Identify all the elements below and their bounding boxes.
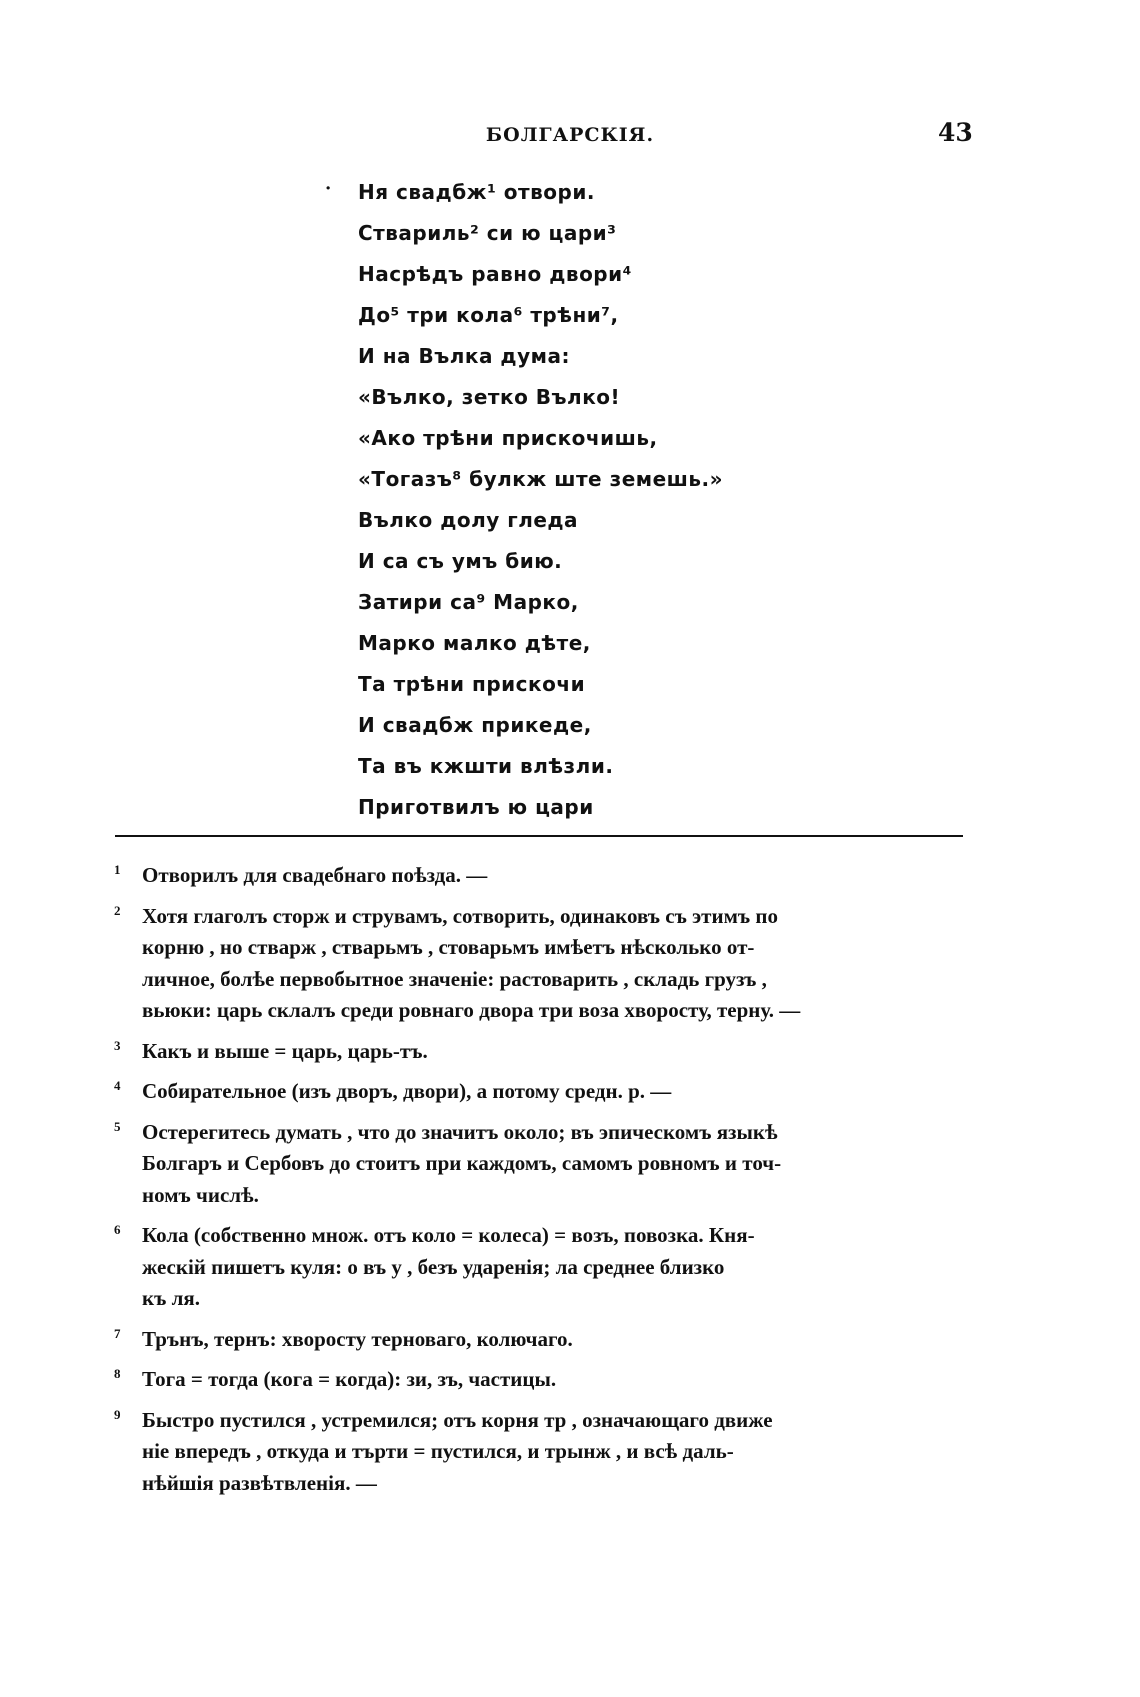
footnote-line: къ ля. [142, 1286, 200, 1310]
footnote [112, 860, 972, 892]
footnotes [112, 860, 972, 1508]
verse-line: «Вълко, зетко Вълко! [358, 385, 621, 409]
footnote-line: жескій пишетъ куля: о въ у , безъ ударенія; ла среднее близко [142, 1254, 725, 1279]
footnote [112, 1324, 972, 1356]
footnote-line: вьюки: царь склалъ среди ровнаго двора три воза хворосту, терну. — [142, 998, 801, 1022]
footnote-line: нѣйшія развѣтвленія. — [142, 1470, 377, 1495]
verse-line: И са съ умъ бию. [358, 549, 563, 573]
footnote-number: 4 [114, 1078, 121, 1093]
footnote-number: 6 [114, 1222, 121, 1237]
footnote-number: 9 [114, 1406, 121, 1422]
footnote-line: Какъ и выше = царь, царь-тъ. [142, 1038, 428, 1063]
footnote-text [142, 1117, 972, 1212]
footnote-number: 3 [114, 1037, 121, 1053]
footnote [112, 1220, 972, 1315]
footnote-number: 7 [114, 1325, 121, 1341]
footnote-line: Собирательное (изъ дворъ, двори), а потому средн. р. — [142, 1079, 672, 1103]
footnote-line: Быстро пустился , устремился; отъ корня тр , означающаго движе [142, 1407, 773, 1432]
footnote-line: Болгаръ и Сербовъ до стоитъ при каждомъ, самомъ ровномъ и точ- [142, 1151, 782, 1175]
running-head: БОЛГАРСКІЯ. [485, 124, 655, 146]
footnote-text [142, 860, 972, 892]
footnote-line: Тога = тогда (кога = когда): зи, зъ, частицы. [142, 1367, 557, 1391]
verse-line: Насрѣдъ равно двори⁴ [358, 262, 632, 286]
verse-line: «Тогазъ⁸ булкж ште земешь.» [358, 467, 724, 491]
footnote-line: Кола (собственно множ. отъ коло = колеса) = возъ, повозка. Кня- [142, 1223, 755, 1247]
stray-mark: · [325, 178, 332, 199]
verse-line: «Ако трѣни прискочишь, [358, 426, 658, 450]
footnote-text [142, 901, 972, 1027]
verse-line: И на Вълка дума: [358, 344, 570, 368]
verse-line: И свадбж прикеде, [358, 713, 592, 737]
footnote-text [142, 1220, 972, 1315]
verse-line: Ня свадбж¹ отвори. [358, 180, 595, 204]
footnote-number: 1 [114, 862, 121, 877]
footnote-line: Хотя глаголъ сторж и струвамъ, сотворить, одинаковъ съ этимъ по [142, 903, 778, 928]
verse-line: Ствариль² си ю цари³ [358, 221, 617, 245]
verse-block [358, 172, 778, 828]
verse-line: Та трѣни прискочи [358, 672, 586, 696]
footnote-line: ніе впередъ , откуда и търти = пустился, и трынж , и всѣ даль- [142, 1439, 734, 1463]
footnote-number: 5 [114, 1118, 121, 1134]
footnote [112, 1036, 972, 1068]
footnote [112, 901, 972, 1027]
footnote-text [142, 1405, 972, 1500]
verse-line: Вълко долу гледа [358, 508, 579, 532]
footnote-text [142, 1364, 972, 1396]
footnote-line: корню , но стварж , стварьмъ , стоварьмъ имѣетъ нѣсколько от- [142, 935, 755, 959]
footnote [112, 1364, 972, 1396]
verse-line: Та въ кжшти влѣзли. [358, 754, 614, 778]
footnote-line: Остерегитесь думать , что до значитъ около; въ эпическомъ языкѣ [142, 1119, 778, 1144]
verse-line: До⁵ три кола⁶ трѣни⁷, [358, 303, 619, 327]
verse-line: Приготвилъ ю цари [358, 795, 594, 819]
footnote-text [142, 1076, 972, 1108]
footnote-number: 8 [114, 1366, 121, 1381]
verse-line: Затири са⁹ Марко, [358, 590, 579, 614]
footnote-divider [115, 835, 963, 837]
footnote [112, 1405, 972, 1500]
footnote [112, 1117, 972, 1212]
footnote-text [142, 1324, 972, 1356]
footnote-number: 2 [114, 902, 121, 918]
footnote-line: Трънъ, тернъ: хворосту терноваго, колючаго. [142, 1326, 573, 1351]
footnote-text [142, 1036, 972, 1068]
page-number: 43 [938, 118, 973, 147]
footnote-line: номъ числѣ. [142, 1182, 259, 1207]
footnote-line: личное, болѣе первобытное значеніе: растоварить , складь грузъ , [142, 966, 767, 991]
footnote-line: Отворилъ для свадебнаго поѣзда. — [142, 863, 488, 887]
footnote [112, 1076, 972, 1108]
verse-line: Марко малко дѣте, [358, 631, 591, 655]
